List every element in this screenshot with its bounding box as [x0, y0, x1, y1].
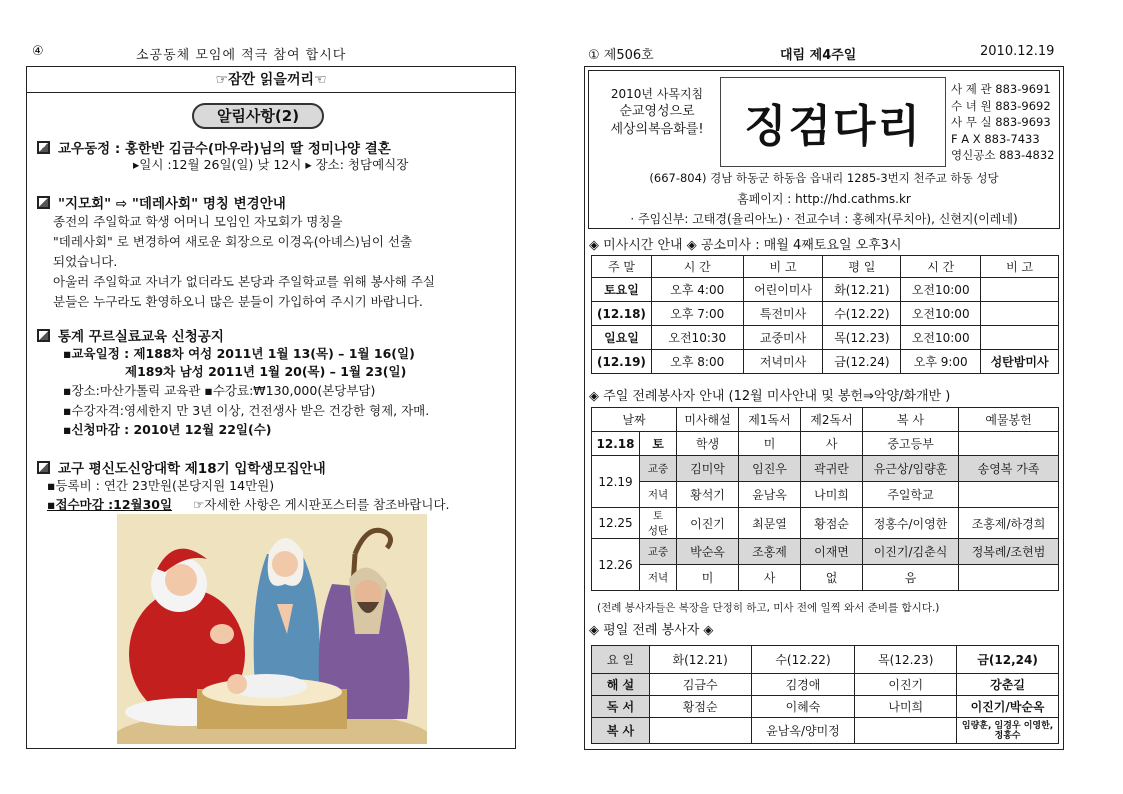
- divider: [27, 92, 515, 93]
- cell: 금(12.24): [823, 350, 901, 374]
- header-cell: 날짜: [592, 408, 677, 432]
- wedding-detail: ▸일시 :12월 26일(일) 낮 12시 ▸ 장소: 청담예식장: [133, 157, 409, 172]
- cell: 강춘길: [957, 674, 1059, 696]
- cell: 학생: [677, 432, 739, 456]
- cell: 정복례/조현범: [959, 539, 1059, 565]
- cell: 교중: [640, 456, 677, 482]
- cell: 김금수: [649, 674, 751, 696]
- cell: 이혜숙: [751, 696, 855, 718]
- cell: 성탄밤미사: [981, 350, 1059, 374]
- table-header-row: [592, 256, 1059, 278]
- header-cell: 비 고: [981, 256, 1059, 278]
- table-row: [592, 674, 1059, 696]
- section-member-news: [37, 137, 391, 157]
- header-cell: 목(12.23): [855, 646, 957, 674]
- text-line: ▪장소:마산가톨릭 교육관 ▪수강료:₩130,000(본당부담): [63, 383, 376, 398]
- header-cell: 평 일: [823, 256, 901, 278]
- cell: 오전10:00: [901, 326, 981, 350]
- homepage-link[interactable]: 홈페이지 : http://hd.cathms.kr: [737, 192, 911, 206]
- section-faith-college: [37, 457, 326, 477]
- cell: 황점순: [801, 508, 863, 539]
- checkbox-icon: [37, 196, 50, 209]
- cell: 오후 7:00: [651, 302, 743, 326]
- header-cell: 수(12.22): [751, 646, 855, 674]
- notice-title: 알림사항(2): [192, 103, 324, 129]
- cell: 오후 9:00: [901, 350, 981, 374]
- header-cell: 시 간: [651, 256, 743, 278]
- cell: 유근상/임량훈: [863, 456, 959, 482]
- liturgical-week: 대림 제4주일: [780, 48, 857, 63]
- cell: 복 사: [592, 718, 650, 744]
- cell: [981, 302, 1059, 326]
- cell: 최문열: [739, 508, 801, 539]
- left-slogan: 소공동체 모임에 적극 참여 합시다: [136, 48, 347, 63]
- jamkkan-title: ☞잠깐 읽을꺼리☜: [215, 72, 327, 88]
- contact-line: 사 제 관 883-9691: [951, 82, 1051, 96]
- cell: 12.26: [592, 539, 640, 591]
- cell: 나미희: [801, 482, 863, 508]
- cell: 황석기: [677, 482, 739, 508]
- checkbox-icon: [37, 141, 50, 154]
- table-header-row: [592, 408, 1059, 432]
- cell: 나미희: [855, 696, 957, 718]
- table-row: [592, 539, 1059, 565]
- cell: [981, 278, 1059, 302]
- cell: 곽귀란: [801, 456, 863, 482]
- cell: 오전10:00: [901, 278, 981, 302]
- cell: 김경애: [751, 674, 855, 696]
- cell: 사: [739, 565, 801, 591]
- checkbox-icon: [37, 461, 50, 474]
- text-line: ▪신청마감 : 2010년 12월 22일(수): [63, 422, 272, 437]
- cell: 토요일: [592, 278, 652, 302]
- table-row: [592, 482, 1059, 508]
- left-header: [26, 44, 516, 64]
- cell: 음: [863, 565, 959, 591]
- cell: 12.18: [592, 432, 640, 456]
- masthead: [588, 70, 1060, 229]
- cell: [981, 326, 1059, 350]
- table-row: [592, 302, 1059, 326]
- nativity-image: [117, 514, 427, 744]
- header-cell: 화(12.21): [649, 646, 751, 674]
- text-line: 제189차 남성 2011년 1월 20(목) – 1월 23(일): [125, 364, 407, 379]
- cell: 이재면: [801, 539, 863, 565]
- contact-line: F A X 883-7433: [951, 131, 1040, 146]
- cell: 어린이미사: [743, 278, 823, 302]
- cell: 오전10:00: [901, 302, 981, 326]
- section-name-change: [37, 192, 286, 212]
- cell: 화(12.21): [823, 278, 901, 302]
- text-line: 종전의 주일학교 학생 어머니 모임인 자모회가 명칭을: [53, 214, 343, 229]
- cell: 조홍제/하경희: [959, 508, 1059, 539]
- cell: 오후 8:00: [651, 350, 743, 374]
- header-cell: 미사해설: [677, 408, 739, 432]
- cell: 오후 4:00: [651, 278, 743, 302]
- left-page-frame: [26, 66, 516, 749]
- header-cell: 복 사: [863, 408, 959, 432]
- issue-number: ① 제506호: [588, 48, 654, 63]
- section-title: 교구 평신도신앙대학 제18기 입학생모집안내: [58, 461, 326, 477]
- nativity-illustration: [117, 514, 427, 744]
- cell: 사: [801, 432, 863, 456]
- header-cell: 요 일: [592, 646, 650, 674]
- cell: 중고등부: [863, 432, 959, 456]
- table-header-row: [592, 646, 1059, 674]
- cell: 황점순: [649, 696, 751, 718]
- cell: 미: [677, 565, 739, 591]
- cell: 특전미사: [743, 302, 823, 326]
- header-cell: 시 간: [901, 256, 981, 278]
- text-line: "데레사회" 로 변경하여 새로운 회장으로 이경옥(아녜스)님이 선출: [53, 234, 413, 249]
- cell-line: 성탄: [647, 525, 669, 537]
- right-header: [584, 44, 1064, 64]
- cell: 정홍수/이영한: [863, 508, 959, 539]
- sunday-servers-heading: ◈ 주일 전례봉사자 안내 (12월 미사안내 및 봉헌⇒악양/화개반 ): [589, 389, 951, 404]
- section-title: 교우동정 : 홍한반 김금수(마우라)님의 딸 정미나양 결혼: [58, 141, 391, 157]
- cell: 저녁: [640, 482, 677, 508]
- cell: 이진기/박순옥: [957, 696, 1059, 718]
- contact-line: 사 무 실 883-9693: [951, 115, 1051, 129]
- section-title: "지모회" ⇨ "데레사회" 명칭 변경안내: [58, 196, 286, 212]
- checkbox-icon: [37, 329, 50, 342]
- header-cell: 주 말: [592, 256, 652, 278]
- text-line: ▪수강자격:영세한지 만 3년 이상, 건전생사 받은 건강한 형제, 자매.: [63, 403, 430, 418]
- deadline-line: ▪접수마감 :12월30일: [47, 497, 173, 512]
- sunday-servers-table: [591, 407, 1059, 591]
- cell: (12.18): [592, 302, 652, 326]
- mass-times-heading: ◈ 미사시간 안내 ◈ 공소미사 : 매월 4째토요일 오후3시: [589, 238, 902, 253]
- table-row: [592, 350, 1059, 374]
- table-row: [592, 456, 1059, 482]
- cell: 윤남옥/양미정: [751, 718, 855, 744]
- cell: 일요일: [592, 326, 652, 350]
- text-line: 분들은 누구라도 환영하오니 많은 분들이 가입하여 주시기 바랍니다.: [53, 294, 423, 309]
- cell: 임진우: [739, 456, 801, 482]
- text-line: ▪교육일정 : 제188차 여성 2011년 1월 13(목) – 1월 16(일): [63, 346, 415, 361]
- cell: 이진기/김춘식: [863, 539, 959, 565]
- cell: 저녁미사: [743, 350, 823, 374]
- cell: 목(12.23): [823, 326, 901, 350]
- cell: [855, 718, 957, 744]
- cell-line: 토: [652, 510, 664, 522]
- newsletter-title: 징검다리: [720, 77, 946, 167]
- cell: 임량훈, 임경우 이영한, 정홍수: [957, 718, 1059, 744]
- motto-line: 순교영성으로: [619, 104, 695, 119]
- table-row: [592, 326, 1059, 350]
- table-row: [592, 565, 1059, 591]
- text-line: 아울러 주일학교 자녀가 없더라도 본당과 주일학교를 위해 봉사해 주실: [53, 274, 435, 289]
- text-line: ☞자세한 사항은 게시판포스터를 참조바랍니다.: [193, 497, 450, 512]
- table-row: [592, 508, 1059, 539]
- cell: 오전10:30: [651, 326, 743, 350]
- cell: 박순옥: [677, 539, 739, 565]
- cell: 미: [739, 432, 801, 456]
- header-cell: 제1독서: [739, 408, 801, 432]
- header-cell: 제2독서: [801, 408, 863, 432]
- cell: 없: [801, 565, 863, 591]
- cell: 주일학교: [863, 482, 959, 508]
- pastoral-motto: [597, 85, 717, 139]
- cell: 저녁: [640, 565, 677, 591]
- cell: [959, 482, 1059, 508]
- mass-times-table: [591, 255, 1059, 374]
- table-row: [592, 696, 1059, 718]
- weekday-servers-heading: ◈ 평일 전례 봉사자 ◈: [589, 623, 714, 638]
- issue-date: 2010.12.19: [980, 44, 1055, 59]
- cell: 토: [640, 432, 677, 456]
- cell: 조홍제: [739, 539, 801, 565]
- text-line: 되었습니다.: [53, 254, 118, 269]
- text-line: ▪등록비 : 연간 23만원(본당지원 14만원): [47, 478, 275, 493]
- cell: (12.19): [592, 350, 652, 374]
- cell: 이진기: [855, 674, 957, 696]
- contact-line: 영신공소 883-4832: [951, 148, 1055, 162]
- left-page-number: ④: [32, 44, 44, 59]
- servers-note: (전례 봉사자들은 복장을 단정히 하고, 미사 전에 일찍 와서 준비를 합시다.): [597, 602, 940, 614]
- cell: 교중: [640, 539, 677, 565]
- cell: 독 서: [592, 696, 650, 718]
- cell: 이진기: [677, 508, 739, 539]
- contact-list: [951, 81, 1054, 164]
- cell: 수(12.22): [823, 302, 901, 326]
- table-row: [592, 718, 1059, 744]
- cell: 12.19: [592, 456, 640, 508]
- cell: 12.25: [592, 508, 640, 539]
- church-address: (667-804) 경남 하동군 하동읍 읍내리 1285-3번지 천주교 하동 성당: [649, 171, 999, 185]
- cell: 교중미사: [743, 326, 823, 350]
- header-cell: 금(12,24): [957, 646, 1059, 674]
- cell: [640, 508, 677, 539]
- cell: 해 설: [592, 674, 650, 696]
- cell: [959, 432, 1059, 456]
- section-cursillo: [37, 325, 224, 345]
- motto-line: 2010년 사목지침: [610, 87, 704, 101]
- cell: 윤남옥: [739, 482, 801, 508]
- header-cell: 비 고: [743, 256, 823, 278]
- cell: [649, 718, 751, 744]
- weekday-servers-table: [591, 645, 1059, 744]
- cell: [959, 565, 1059, 591]
- motto-line: 세상의복음화를!: [610, 122, 704, 137]
- section-title: 통계 꾸르실료교육 신청공지: [58, 329, 224, 345]
- cell: 김미악: [677, 456, 739, 482]
- contact-line: 수 녀 원 883-9692: [951, 98, 1051, 113]
- clergy-info: · 주임신부: 고태경(율리아노) · 전교수녀 : 홍혜자(루치아), 신현지(이레네): [630, 212, 1018, 226]
- table-row: [592, 278, 1059, 302]
- table-row: [592, 432, 1059, 456]
- right-page-frame: [584, 66, 1064, 750]
- header-cell: 예물봉헌: [959, 408, 1059, 432]
- cell: 송영복 가족: [959, 456, 1059, 482]
